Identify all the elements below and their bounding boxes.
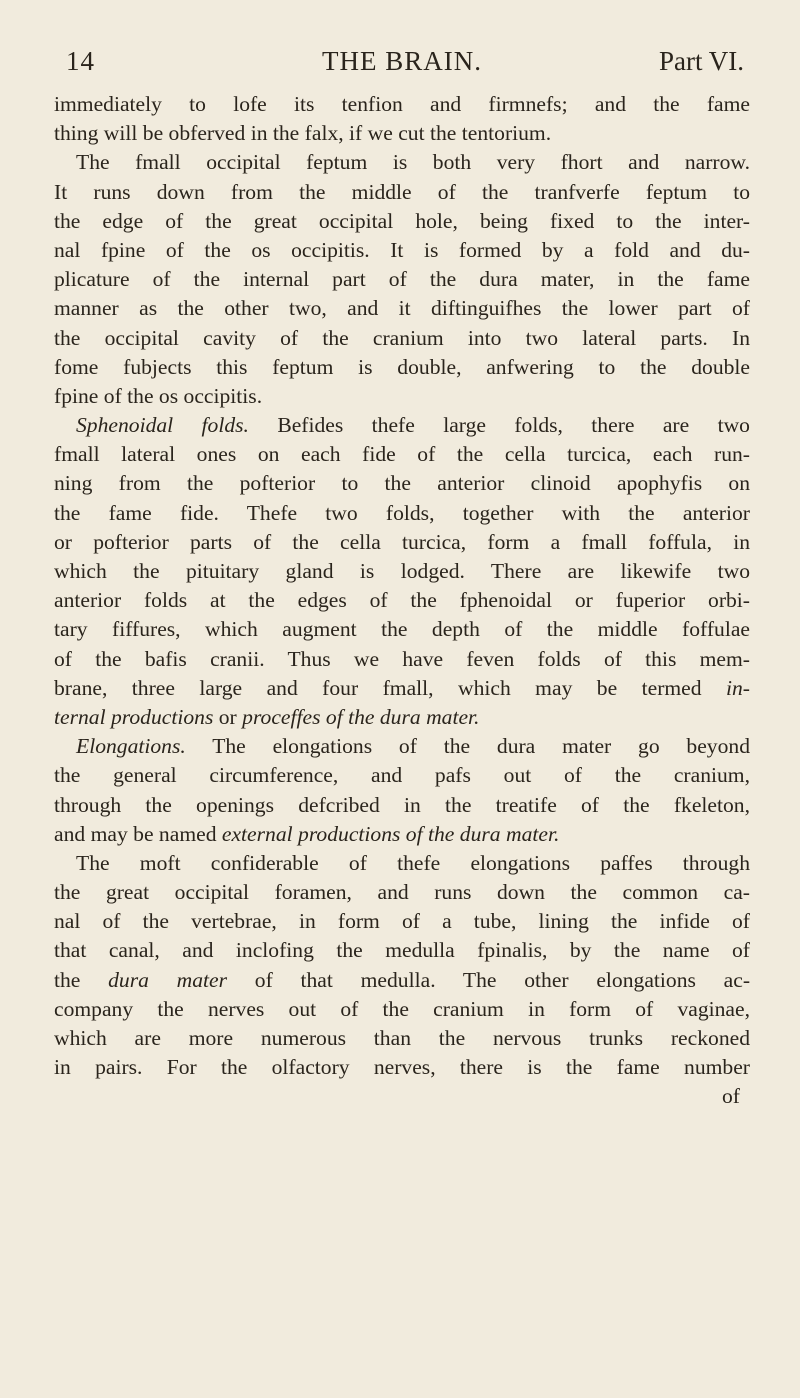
text-segment: the fame fide. Thefe two folds, together with the anterior	[54, 500, 750, 525]
text-line	[54, 440, 750, 469]
text-line	[54, 411, 750, 440]
text-line	[54, 645, 750, 674]
body-text	[54, 90, 750, 1112]
text-line	[54, 528, 750, 557]
italic-text: external productions of the dura mater.	[221, 821, 560, 846]
text-line	[54, 148, 750, 177]
text-segment: or pofterior parts of the cella turcica, form a fmall foffula, in	[54, 529, 750, 554]
text-line	[54, 878, 750, 907]
text-segment: the general circumference, and pafs out of the cranium,	[54, 763, 750, 788]
text-line	[54, 615, 750, 644]
text-segment: plicature of the internal part of the dura mater, in the fame	[54, 267, 750, 292]
text-line	[54, 732, 750, 761]
text-line	[54, 119, 750, 148]
text-segment: fome fubjects this feptum is double, anfwering to the double	[54, 354, 750, 379]
text-segment: It runs down from the middle of the tranfverfe feptum to	[54, 179, 750, 204]
text-segment: through the openings defcribed in the treatife of the fkeleton,	[54, 792, 750, 817]
text-line	[54, 761, 750, 790]
text-segment: of the bafis cranii. Thus we have feven folds of this mem-	[54, 646, 750, 671]
text-segment: nal fpine of the os occipitis. It is formed by a fold and du-	[54, 237, 750, 262]
text-line	[54, 820, 750, 849]
text-line	[54, 1053, 750, 1082]
text-line	[54, 849, 750, 878]
text-segment: that canal, and inclofing the medulla fpinalis, by the name of	[54, 938, 750, 963]
text-segment: manner as the other two, and it diftinguifhes the lower part of	[54, 296, 750, 321]
text-line	[54, 469, 750, 498]
text-line	[54, 557, 750, 586]
text-segment: or	[213, 704, 243, 729]
italic-text: dura mater	[108, 967, 228, 992]
running-title: THE BRAIN.	[322, 46, 482, 76]
running-header	[54, 40, 750, 86]
italic-text: Sphenoidal folds.	[76, 413, 249, 438]
text-line	[54, 995, 750, 1024]
italic-text: proceffes of the dura mater.	[242, 704, 480, 729]
italic-text: Elongations.	[76, 734, 186, 759]
text-line	[54, 586, 750, 615]
text-segment: Befides thefe large folds, there are two	[248, 413, 750, 438]
text-segment: and may be named	[54, 821, 222, 846]
text-segment: The elongations of the dura mater go beyond	[185, 734, 750, 759]
text-segment: company the nerves out of the cranium in form of vaginae,	[54, 996, 750, 1021]
page-number: 14	[66, 46, 95, 76]
text-segment: The fmall occipital feptum is both very fhort and narrow.	[76, 150, 750, 175]
text-line	[54, 966, 750, 995]
text-segment: which the pituitary gland is lodged. There are likewife two	[54, 559, 750, 583]
text-line	[54, 936, 750, 965]
text-segment: The moft confiderable of thefe elongations paffes through	[76, 850, 750, 875]
text-line	[54, 294, 750, 323]
text-segment: in pairs. For the olfactory nerves, there is the fame number	[54, 1055, 750, 1080]
text-segment: ning from the pofterior to the anterior clinoid apophyfis on	[54, 471, 750, 496]
text-line	[54, 791, 750, 820]
text-line	[54, 1024, 750, 1053]
text-segment: anterior folds at the edges of the fphenoidal or fuperior orbi-	[54, 588, 750, 613]
text-segment: the occipital cavity of the cranium into two lateral parts. In	[54, 325, 750, 350]
text-segment: which are more numerous than the nervous trunks reckoned	[54, 1026, 750, 1050]
text-line	[54, 207, 750, 236]
text-line	[54, 674, 750, 703]
text-line	[54, 907, 750, 936]
text-segment: the great occipital foramen, and runs down the common ca-	[54, 880, 750, 905]
catchword: of	[722, 1084, 740, 1109]
text-line	[54, 499, 750, 528]
text-line	[54, 324, 750, 353]
text-line	[54, 353, 750, 382]
text-segment: tary fiffures, which augment the depth of the middle foffulae	[54, 617, 750, 642]
italic-text: ternal productions	[54, 704, 214, 729]
part-label: Part VI.	[659, 46, 744, 76]
text-line	[54, 703, 750, 732]
text-line	[54, 382, 750, 411]
text-line	[54, 178, 750, 207]
italic-text: in-	[726, 675, 750, 700]
text-segment: fmall lateral ones on each fide of the cella turcica, each run-	[54, 442, 750, 467]
text-segment: of that medulla. The other elongations ac-	[227, 967, 751, 992]
text-segment: nal of the vertebrae, in form of a tube, lining the infide of	[54, 909, 750, 934]
text-segment: the	[54, 967, 109, 992]
text-segment: immediately to lofe its tenfion and firmnefs; and the fame	[54, 92, 750, 116]
text-line	[54, 265, 750, 294]
text-line	[54, 236, 750, 265]
text-segment: fpine of the os occipitis.	[54, 383, 263, 408]
text-segment: the edge of the great occipital hole, being fixed to the inter-	[54, 208, 750, 233]
text-segment: brane, three large and four fmall, which may be termed	[54, 675, 726, 700]
text-line	[54, 90, 750, 119]
text-segment: thing will be obferved in the falx, if we cut the tentorium.	[54, 121, 552, 146]
